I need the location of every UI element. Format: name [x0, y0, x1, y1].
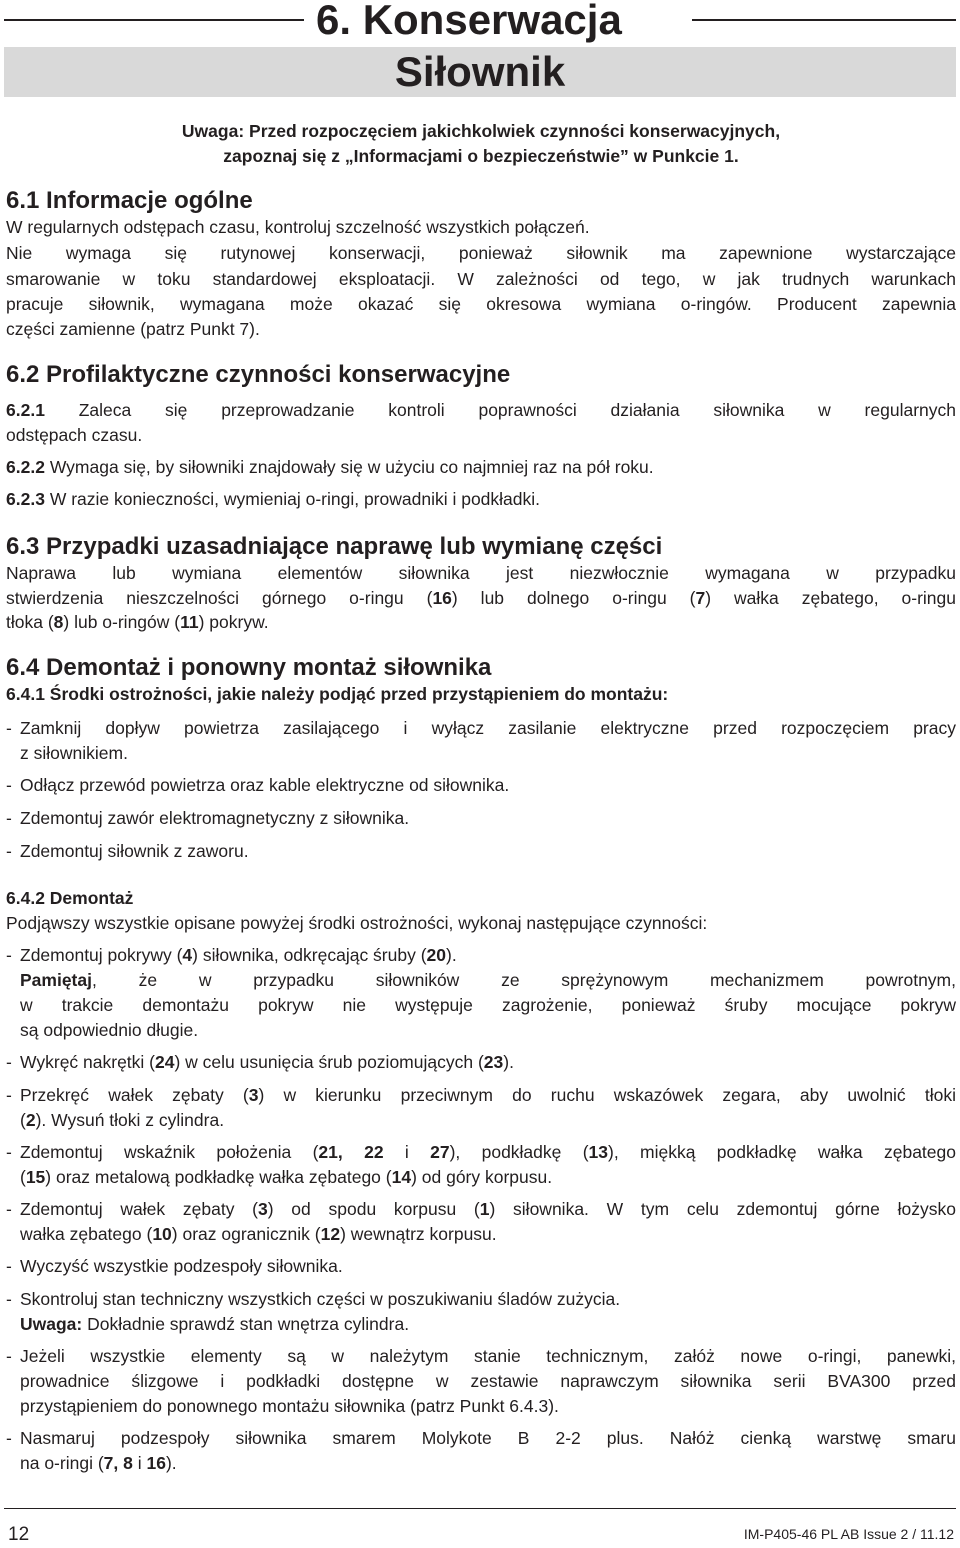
item-6-2-2	[6, 455, 956, 479]
heading-6-2: 6.2 Profilaktyczne czynności konserwacyjne	[6, 361, 511, 388]
s61-line: pracuje siłownik, wymagana może okazać się okresowa wymiana o-ringów. Producent zapewnia	[6, 294, 956, 314]
note-label: Uwaga:	[20, 1314, 83, 1334]
footer-rule	[4, 1508, 956, 1509]
bullet-text: Przekręć wałek zębaty (3) w kierunku przeciwnym do ruchu wskazówek zegara, aby uwolnić tłoki	[20, 1085, 956, 1105]
heading-6-4: 6.4 Demontaż i ponowny montaż siłownika	[6, 654, 492, 681]
s63-line-3: tłoka (8) lub o-ringów (11) pokryw.	[6, 612, 269, 632]
bullet-dash: -	[6, 1142, 12, 1162]
s61-line: smarowanie w toku standardowej eksploatacji. W zależności od tego, w jak trudnych warunkach	[6, 269, 956, 289]
header-rule-right	[692, 19, 956, 21]
s61-line: Nie wymaga się rutynowej konserwacji, ponieważ siłownik ma zapewnione wystarczające	[6, 243, 956, 263]
bullet-dash: -	[6, 1289, 12, 1309]
subheading-6-4-1: 6.4.1 Środki ostrożności, jakie należy podjąć przed przystąpieniem do montażu:	[6, 684, 669, 704]
s63-line-1: Naprawa lub wymiana elementów siłownika jest niezwłocznie wymagana w przypadku	[6, 563, 956, 583]
bullet-text: Wyczyść wszystkie podzespoły siłownika.	[20, 1256, 343, 1276]
bullet-text: Zdemontuj siłownik z zaworu.	[20, 841, 249, 861]
item-number: 6.2.1	[6, 400, 45, 420]
bullet-text: Zdemontuj zawór elektromagnetyczny z siłownika.	[20, 808, 410, 828]
item-number: 6.2.3	[6, 489, 45, 509]
bullet-text: Jeżeli wszystkie elementy są w należytym stanie technicznym, załóż nowe o-ringi, panewki,	[20, 1346, 956, 1366]
document-reference: IM-P405-46 PL AB Issue 2 / 11.12	[743, 1526, 954, 1542]
page-footer	[0, 1508, 960, 1548]
bullet-text: w trakcie demontażu pokryw nie występuje zagrożenie, ponieważ śruby mocujące pokryw	[20, 995, 956, 1015]
safety-notice-line-1: Uwaga: Przed rozpoczęciem jakichkolwiek czynności konserwacyjnych,	[181, 121, 781, 141]
bullet-dash: -	[6, 1346, 12, 1366]
item-6-2-1-line-2: odstępach czasu.	[6, 425, 143, 445]
item-6-2-3	[6, 487, 956, 511]
bullet-text: prowadnice ślizgowe i podkładki dostępne w zestawie naprawczym siłownika serii BVA300 przed	[20, 1371, 956, 1391]
bullet-dash: -	[6, 841, 12, 861]
bullet-text: na o-ringi (7, 8 i 16).	[20, 1453, 177, 1473]
bullet-text: Zamknij dopływ powietrza zasilającego i wyłącz zasilanie elektryczne przed rozpoczęciem pracy	[20, 718, 956, 738]
bullet-dash: -	[6, 945, 12, 965]
bullet-text: wałka zębatego (10) oraz ogranicznik (12) wewnątrz korpusu.	[20, 1224, 497, 1244]
bullet-dash: -	[6, 808, 12, 828]
section-title: Siłownik	[394, 48, 566, 95]
bullet-text: Odłącz przewód powietrza oraz kable elektryczne od siłownika.	[20, 775, 510, 795]
bullet-text: (15) oraz metalową podkładkę wałka zębatego (14) od góry korpusu.	[20, 1167, 553, 1187]
bullet-text: z siłownikiem.	[20, 743, 128, 763]
item-text: Zaleca się przeprowadzanie kontroli poprawności działania siłownika w regularnych	[78, 400, 956, 420]
bullet-text: przystąpieniem do ponownego montażu siłownika (patrz Punkt 6.4.3).	[20, 1396, 559, 1416]
bullet-text: Zdemontuj pokrywy (4) siłownika, odkręcając śruby (20).	[20, 945, 457, 965]
bullet-note: Uwaga: Dokładnie sprawdź stan wnętrza cylindra.	[20, 1314, 410, 1334]
bullet-text: Pamiętaj, że w przypadku siłowników ze sprężynowym mechanizmem powrotnym,	[20, 970, 956, 990]
chapter-title: 6. Konserwacja	[316, 0, 622, 43]
bullet-dash: -	[6, 1199, 12, 1219]
page-number: 12	[8, 1524, 30, 1545]
safety-notice-line-2: zapoznaj się z „Informacjami o bezpieczeństwie” w Punkcie 1.	[223, 146, 739, 166]
header-rule-left	[4, 19, 304, 21]
bullet-dash: -	[6, 1428, 12, 1448]
bullet-text: Nasmaruj podzespoły siłownika smarem Molykote B 2-2 plus. Nałóż cienką warstwę smaru	[20, 1428, 956, 1448]
chapter-header	[0, 0, 960, 44]
bullet-text: (2). Wysuń tłoki z cylindra.	[20, 1110, 225, 1130]
item-text: Wymaga się, by siłowniki znajdowały się w użyciu co najmniej raz na pół roku.	[49, 457, 654, 477]
item-6-2-1-line-1	[6, 398, 956, 422]
bullet-text: Zdemontuj wskaźnik położenia (21, 22 i 27), podkładkę (13), miękką podkładkę wałka zębatego	[20, 1142, 956, 1162]
bullet-dash: -	[6, 1052, 12, 1072]
bullet-dash: -	[6, 775, 12, 795]
item-number: 6.2.2	[6, 457, 45, 477]
remember-label: Pamiętaj	[20, 970, 92, 990]
heading-6-3: 6.3 Przypadki uzasadniające naprawę lub wymianę części	[6, 533, 663, 560]
subheading-6-4-2: 6.4.2 Demontaż	[6, 888, 134, 908]
bullet-dash: -	[6, 718, 12, 738]
bullet-text: Zdemontuj wałek zębaty (3) od spodu korpusu (1) siłownika. W tym celu zdemontuj górne łożysko	[20, 1199, 956, 1219]
bullet-text: są odpowiednio długie.	[20, 1020, 199, 1040]
bullet-text: Skontroluj stan techniczny wszystkich części w poszukiwaniu śladów zużycia.	[20, 1289, 621, 1309]
bullet-dash: -	[6, 1256, 12, 1276]
section-title-band	[4, 47, 956, 97]
item-text: W razie konieczności, wymieniaj o-ringi, prowadniki i podkładki.	[49, 489, 541, 509]
bullet-dash: -	[6, 1085, 12, 1105]
bullet-text: Wykręć nakrętki (24) w celu usunięcia śrub poziomujących (23).	[20, 1052, 514, 1072]
s61-line: części zamienne (patrz Punkt 7).	[6, 319, 260, 339]
heading-6-1: 6.1 Informacje ogólne	[6, 187, 253, 214]
s63-line-2: stwierdzenia nieszczelności górnego o-ringu (16) lub dolnego o-ringu (7) wałka zębatego, o-ringu	[6, 588, 957, 608]
s61-line: W regularnych odstępach czasu, kontroluj szczelność wszystkich połączeń.	[6, 217, 590, 237]
intro-text: Podjąwszy wszystkie opisane powyżej środki ostrożności, wykonaj następujące czynności:	[6, 913, 708, 933]
